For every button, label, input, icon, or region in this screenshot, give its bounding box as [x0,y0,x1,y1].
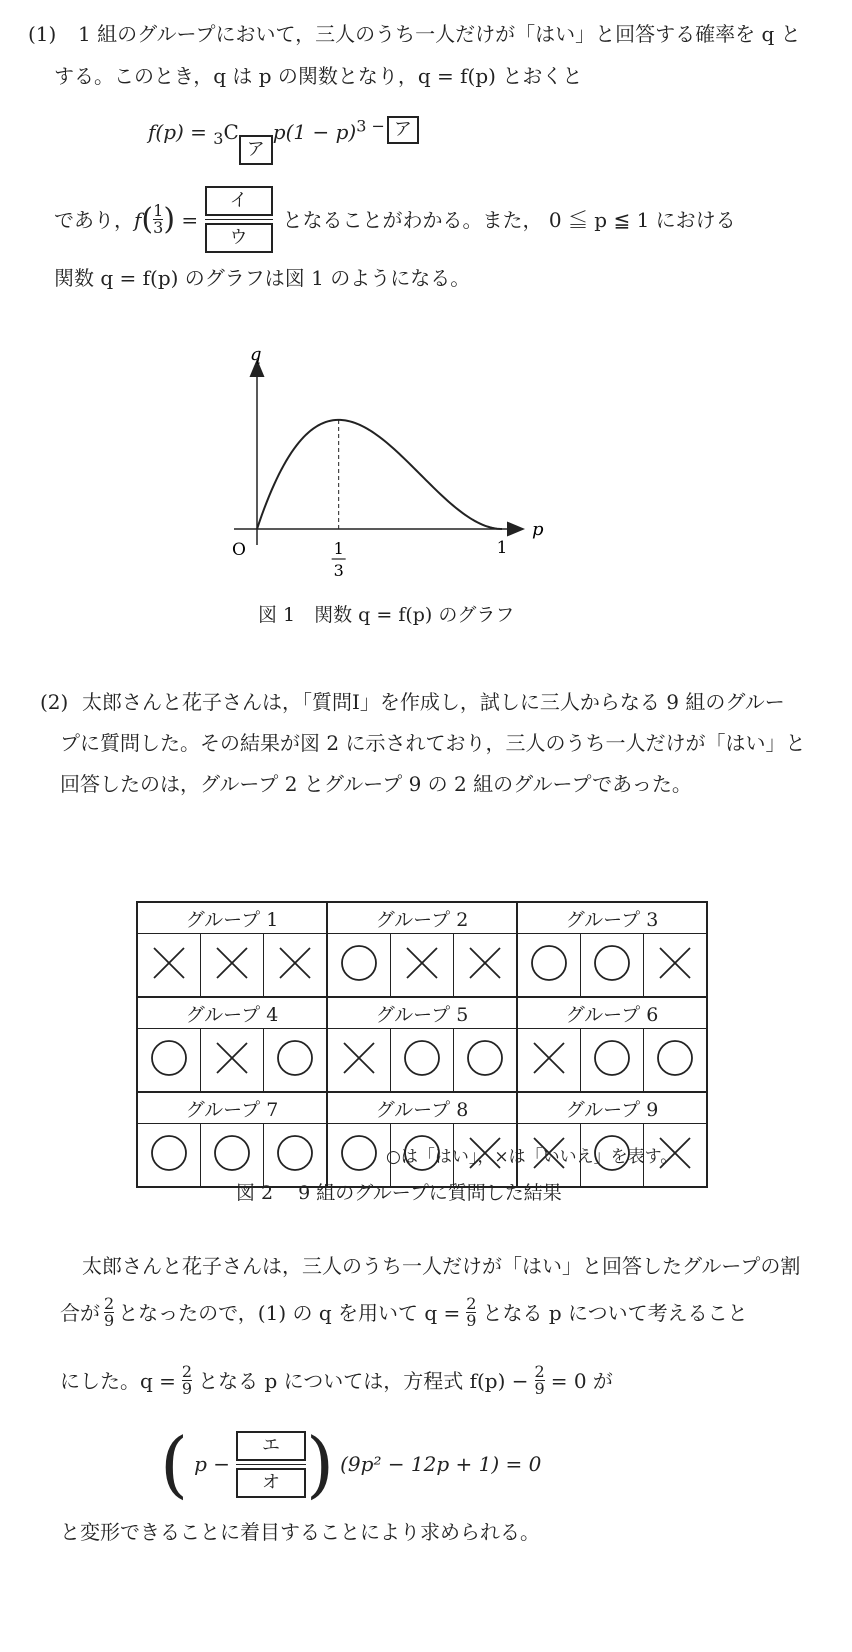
answer-cell [264,934,328,998]
line2-pre: 合が [60,1300,100,1325]
cross-no-mark [212,1038,252,1078]
group-label: グループ 7 [137,1092,327,1124]
part2-number: (2) [40,690,69,714]
fraction-two-ninths [104,1296,114,1329]
answer-cell [517,1029,581,1093]
circle-yes-mark [339,943,379,983]
part1-line4: 関数 q = f(p) のグラフは図 1 のようになる。 [54,266,471,290]
frac-num: 2 [466,1294,477,1313]
line3-pre: であり， [54,207,134,232]
answer-cell [454,1029,518,1093]
line3-pre: にした。q = [60,1368,176,1393]
answer-cell [454,934,518,998]
line2-post: となる p について考えること [482,1300,748,1325]
big-paren-open: ( [160,1422,189,1506]
answer-box-a-exponent[interactable]: ア [387,116,419,144]
part1-number: (1) [28,22,57,46]
part3-line1: 太郎さんと花子さんは，三人のうち一人だけが「はい」と回答したグループの割 [82,1254,801,1278]
circle-yes-mark [275,1038,315,1078]
group-label: グループ 6 [517,997,707,1029]
frac-den: 9 [534,1379,545,1398]
eq-p-minus: p − [194,1452,231,1476]
answer-cell [391,1029,454,1093]
frac-bar-eo [236,1464,306,1465]
figure2-caption: 図 2 9 組のグループに質問した結果 [236,1182,562,1204]
circle-yes-mark [529,943,569,983]
big-paren-close: ) [306,1422,335,1506]
part1-line3 [54,186,736,253]
line3-post: となることがわかる。また， 0 ≦ p ≦ 1 における [282,207,736,232]
answer-cell [581,934,644,998]
answer-cell [327,934,391,998]
frac-den: 9 [181,1379,193,1398]
tick-den: 3 [333,561,344,580]
answer-box-o[interactable]: オ [236,1468,306,1498]
frac-bar-iu [205,219,273,220]
cross-no-mark [465,943,505,983]
fraction-eo [236,1431,306,1498]
part2-line3: 回答したのは，グループ 2 とグループ 9 の 2 組のグループであった。 [60,772,692,796]
answer-cell [264,1029,328,1093]
answer-box-i[interactable]: イ [205,186,273,216]
formula-sup: 3 − [356,116,385,136]
answer-cell [137,1029,201,1093]
group-label: グループ 5 [327,997,517,1029]
origin-label: O [232,540,246,560]
equals: = [175,207,205,232]
fraction-iu [205,186,273,253]
frac-num: 2 [181,1362,193,1381]
part3-line4: と変形できることに着目することにより求められる。 [60,1520,540,1544]
frac-den: 9 [104,1311,115,1330]
line3-f: f [134,207,142,232]
part2-line1: 太郎さんと花子さんは，「質問Ⅰ」を作成し，試しに三人からなる 9 組のグルー [82,690,785,714]
cross-no-mark [529,1038,569,1078]
group-label: グループ 1 [137,902,327,934]
circle-yes-mark [149,1133,189,1173]
answer-cell [201,1029,264,1093]
circle-yes-mark [465,1038,505,1078]
axis-q-label: q [250,344,262,365]
answer-cell [391,934,454,998]
cross-no-mark [275,943,315,983]
formula-f [148,116,419,165]
fraction-two-ninths-b [466,1296,476,1329]
formula-sub: 3 [213,129,224,148]
frac-num: 1 [153,201,164,220]
answer-cell [581,1029,644,1093]
circle-yes-mark [212,1133,252,1173]
answer-cell [644,934,708,998]
formula-left: f(p) = [148,120,214,144]
group-label: グループ 9 [517,1092,707,1124]
frac-num: 2 [104,1294,115,1313]
frac-den: 3 [153,218,164,237]
fraction-one-third [153,203,163,236]
formula-c: C [223,120,239,144]
figure2-legend: ○は「はい」，×は「いいえ」を表す。 [386,1147,678,1167]
answer-cell [327,1029,391,1093]
line3-mid: となる p については，方程式 f(p) − [198,1368,529,1393]
tick-num: 1 [333,539,344,558]
eq-rest: (9p² − 12p + 1) = 0 [340,1452,542,1476]
circle-yes-mark [275,1133,315,1173]
frac-num: 2 [534,1362,545,1381]
fraction-two-ninths-d [535,1364,545,1397]
cross-no-mark [149,943,189,983]
formula-mid: p(1 − p) [272,120,357,144]
cross-no-mark [212,943,252,983]
paren-close: ) [163,201,176,237]
answer-cell [137,934,201,998]
answer-box-u[interactable]: ウ [205,223,273,253]
equation-factorized [160,1422,542,1506]
frac-den: 9 [466,1311,477,1330]
circle-yes-mark [339,1133,379,1173]
line2-mid: となったので，(1) の q を用いて q = [118,1300,461,1325]
group-label: グループ 3 [517,902,707,934]
paren-open: ( [141,201,154,237]
line3-post: = 0 が [550,1368,613,1393]
part2-line2: プに質問した。その結果が図 2 に示されており，三人のうち一人だけが「はい」と [60,731,806,755]
tick-one: 1 [496,538,508,558]
answer-cell [201,934,264,998]
answer-cell [137,1124,201,1188]
part3-line3 [60,1364,613,1397]
cross-no-mark [655,943,695,983]
answer-box-e[interactable]: エ [236,1431,306,1461]
circle-yes-mark [402,1038,442,1078]
part3-line2 [60,1296,748,1329]
figure1-caption: 図 1 関数 q = f(p) のグラフ [258,604,515,626]
curve-f-p [257,420,502,529]
cross-no-mark [339,1038,379,1078]
answer-box-a[interactable]: ア [239,135,273,165]
circle-yes-mark [149,1038,189,1078]
circle-yes-mark [655,1038,695,1078]
figure1-graph [220,340,560,590]
part1-line1: 1 組のグループにおいて，三人のうち一人だけが「はい」と回答する確率を q と [78,22,801,46]
fraction-two-ninths-c [182,1364,192,1397]
circle-yes-mark [592,943,632,983]
cross-no-mark [402,943,442,983]
answer-cell [517,934,581,998]
part1-line2: する。このとき，q は p の関数となり，q = f(p) とおくと [54,64,583,88]
circle-yes-mark [592,1038,632,1078]
group-label: グループ 4 [137,997,327,1029]
axis-p-label: p [532,519,544,540]
group-label: グループ 2 [327,902,517,934]
group-label: グループ 8 [327,1092,517,1124]
answer-cell [644,1029,708,1093]
